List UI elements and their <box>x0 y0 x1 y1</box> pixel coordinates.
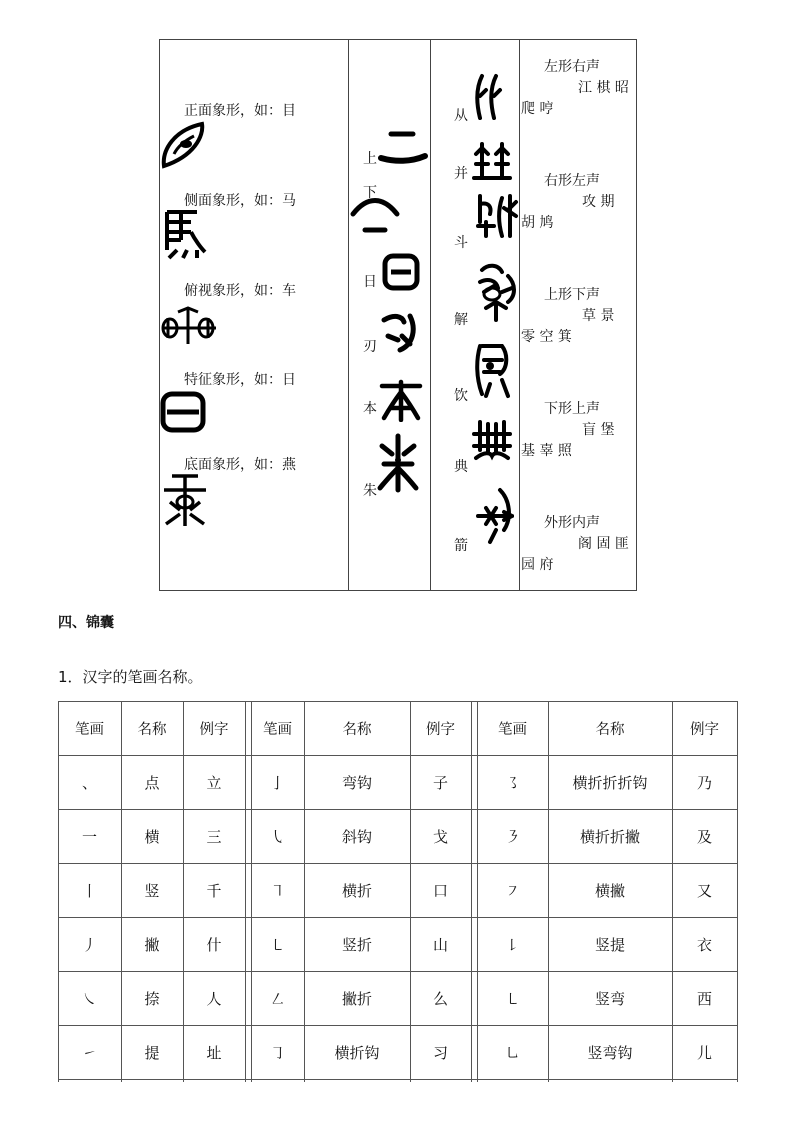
table-cell-name: 弯钩 <box>341 773 372 792</box>
ideographic-label: 典 <box>454 459 468 475</box>
table-cell-example: 儿 <box>696 1043 712 1062</box>
table-cell-example: 及 <box>696 827 712 846</box>
ideographic-label: 解 <box>454 312 468 328</box>
pictographic-label: 俯视象形，如：车 <box>184 283 296 299</box>
table-cell-example: 习 <box>432 1043 448 1062</box>
table-cell-stroke: ㇇ <box>504 881 520 900</box>
table-cell-stroke: ㇜ <box>269 989 285 1008</box>
table-cell-stroke: 丿 <box>81 935 97 954</box>
bing-seal-glyph <box>472 140 512 184</box>
swallow-oracle-glyph <box>160 472 210 528</box>
table-cell-example: 乃 <box>696 773 712 792</box>
phonetic-group-title: 下形上声 <box>544 401 600 417</box>
table-cell-name: 竖 <box>144 881 160 900</box>
dian-seal-glyph <box>470 418 514 464</box>
table-cell-example: 子 <box>432 773 448 792</box>
cart-oracle-glyph <box>160 304 218 348</box>
zhu-seal-glyph <box>374 432 422 494</box>
pictographic-label: 侧面象形，如：马 <box>184 193 296 209</box>
table-cell-stroke: ㇌ <box>504 773 520 792</box>
indicative-label: 本 <box>363 401 377 417</box>
ideographic-label: 并 <box>454 166 468 182</box>
phonetic-group-title: 左形右声 <box>544 59 600 75</box>
ideographic-label: 从 <box>454 108 468 124</box>
table-cell-name: 横撇 <box>594 881 625 900</box>
table-cell-name: 撇折 <box>341 989 372 1008</box>
table-cell-name: 竖弯 <box>594 989 625 1008</box>
table-header-cell: 例字 <box>690 721 719 738</box>
table-header-cell: 名称 <box>342 721 372 738</box>
yin-seal-glyph <box>472 340 512 400</box>
table-cell-stroke: ㇙ <box>504 935 520 954</box>
column-divider <box>430 40 431 590</box>
table-cell-example: 三 <box>206 827 222 846</box>
indicative-label: 刃 <box>363 339 377 355</box>
phonetic-examples: 阁 固 匪 <box>578 536 629 552</box>
table-cell-name: 提 <box>144 1043 160 1062</box>
table-cell-name: 竖折 <box>341 935 372 954</box>
table-row-line <box>58 1079 737 1080</box>
phonetic-group-title: 右形左声 <box>544 173 600 189</box>
table-cell-stroke: ㇕ <box>269 881 285 900</box>
ideographic-label: 斗 <box>454 235 468 251</box>
indicative-label: 上 <box>363 151 377 167</box>
table-cell-name: 捺 <box>144 989 160 1008</box>
table-cell-stroke: ㇄ <box>504 989 520 1008</box>
table-cell-example: 口 <box>432 881 448 900</box>
stroke-names-table <box>58 701 737 1082</box>
phonetic-examples: 江 棋 昭 <box>578 80 629 96</box>
column-divider <box>348 40 349 590</box>
indicative-label: 日 <box>363 274 377 290</box>
table-cell-name: 横折折折钩 <box>572 773 648 792</box>
indicative-label: 朱 <box>363 483 377 499</box>
phonetic-examples: 零 空 箕 <box>521 329 572 345</box>
ben-seal-glyph <box>378 378 424 422</box>
table-cell-stroke: 一 <box>81 827 97 846</box>
subtitle: 1．汉字的笔画名称。 <box>58 668 203 686</box>
table-cell-name: 横 <box>144 827 160 846</box>
ri-seal-glyph <box>381 252 421 292</box>
indicative-label: 下 <box>363 185 377 201</box>
table-cell-name: 横折折撇 <box>579 827 640 846</box>
pictographic-label: 底面象形，如：燕 <box>184 457 296 473</box>
table-cell-example: 么 <box>432 989 448 1008</box>
table-cell-example: 衣 <box>696 935 712 954</box>
phonetic-examples: 园 府 <box>521 557 554 573</box>
shang-seal-glyph <box>377 128 429 168</box>
table-cell-example: 山 <box>432 935 448 954</box>
phonetic-group-title: 外形内声 <box>544 515 600 531</box>
jie-seal-glyph <box>474 262 520 324</box>
table-cell-stroke: ㇂ <box>269 827 285 846</box>
ren-seal-glyph <box>380 310 422 354</box>
horse-oracle-glyph <box>161 206 209 262</box>
table-cell-stroke: 丨 <box>81 881 97 900</box>
table-cell-name: 撇 <box>144 935 160 954</box>
table-header-cell: 名称 <box>595 721 625 738</box>
ideographic-label: 箭 <box>454 538 468 554</box>
phonetic-examples: 攻 期 <box>582 194 615 210</box>
table-cell-example: 人 <box>206 989 222 1008</box>
table-cell-stroke: 、 <box>81 773 97 792</box>
pictographic-label: 正面象形，如：目 <box>184 103 296 119</box>
phonetic-examples: 基 辜 照 <box>521 443 572 459</box>
table-cell-example: 戈 <box>432 827 448 846</box>
table-cell-name: 竖提 <box>594 935 625 954</box>
table-cell-example: 立 <box>206 773 222 792</box>
table-cell-stroke: ㇋ <box>504 827 520 846</box>
table-column-line <box>737 701 738 1082</box>
table-header-cell: 笔画 <box>75 721 104 738</box>
sun-oracle-glyph <box>159 390 207 434</box>
table-cell-stroke: 亅 <box>269 773 285 792</box>
table-cell-example: 又 <box>696 881 712 900</box>
table-cell-stroke: ㇟ <box>504 1043 520 1062</box>
table-header-cell: 笔画 <box>498 721 527 738</box>
dou-seal-glyph <box>474 192 520 240</box>
table-cell-name: 斜钩 <box>341 827 372 846</box>
table-cell-name: 点 <box>144 773 160 792</box>
ideographic-label: 饮 <box>454 388 468 404</box>
cong-seal-glyph <box>472 72 506 122</box>
table-header-cell: 例字 <box>426 721 455 738</box>
table-header-cell: 笔画 <box>263 721 292 738</box>
table-cell-example: 址 <box>206 1043 222 1062</box>
phonetic-group-title: 上形下声 <box>544 287 600 303</box>
table-cell-stroke: ㇆ <box>269 1043 285 1062</box>
table-cell-example: 千 <box>206 881 222 900</box>
pictographic-label: 特征象形，如：日 <box>184 372 296 388</box>
table-cell-stroke: ㇄ <box>269 935 285 954</box>
table-cell-stroke: ㇀ <box>81 1043 97 1062</box>
table-header-cell: 例字 <box>199 721 229 738</box>
table-cell-example: 什 <box>206 935 222 954</box>
table-cell-stroke: ㇏ <box>81 989 97 1008</box>
table-cell-example: 西 <box>696 989 712 1008</box>
table-cell-name: 横折 <box>341 881 372 900</box>
jian-seal-glyph <box>474 486 514 546</box>
eye-oracle-glyph <box>160 120 208 170</box>
phonetic-examples: 爬 哼 <box>521 101 554 117</box>
phonetic-examples: 草 景 <box>582 308 615 324</box>
section-title: 四、锦囊 <box>58 615 114 631</box>
phonetic-examples: 盲 堡 <box>582 422 615 438</box>
table-cell-name: 竖弯钩 <box>587 1043 633 1062</box>
table-header-cell: 名称 <box>137 721 167 738</box>
phonetic-examples: 胡 鸠 <box>521 215 554 231</box>
table-cell-name: 横折钩 <box>334 1043 380 1062</box>
